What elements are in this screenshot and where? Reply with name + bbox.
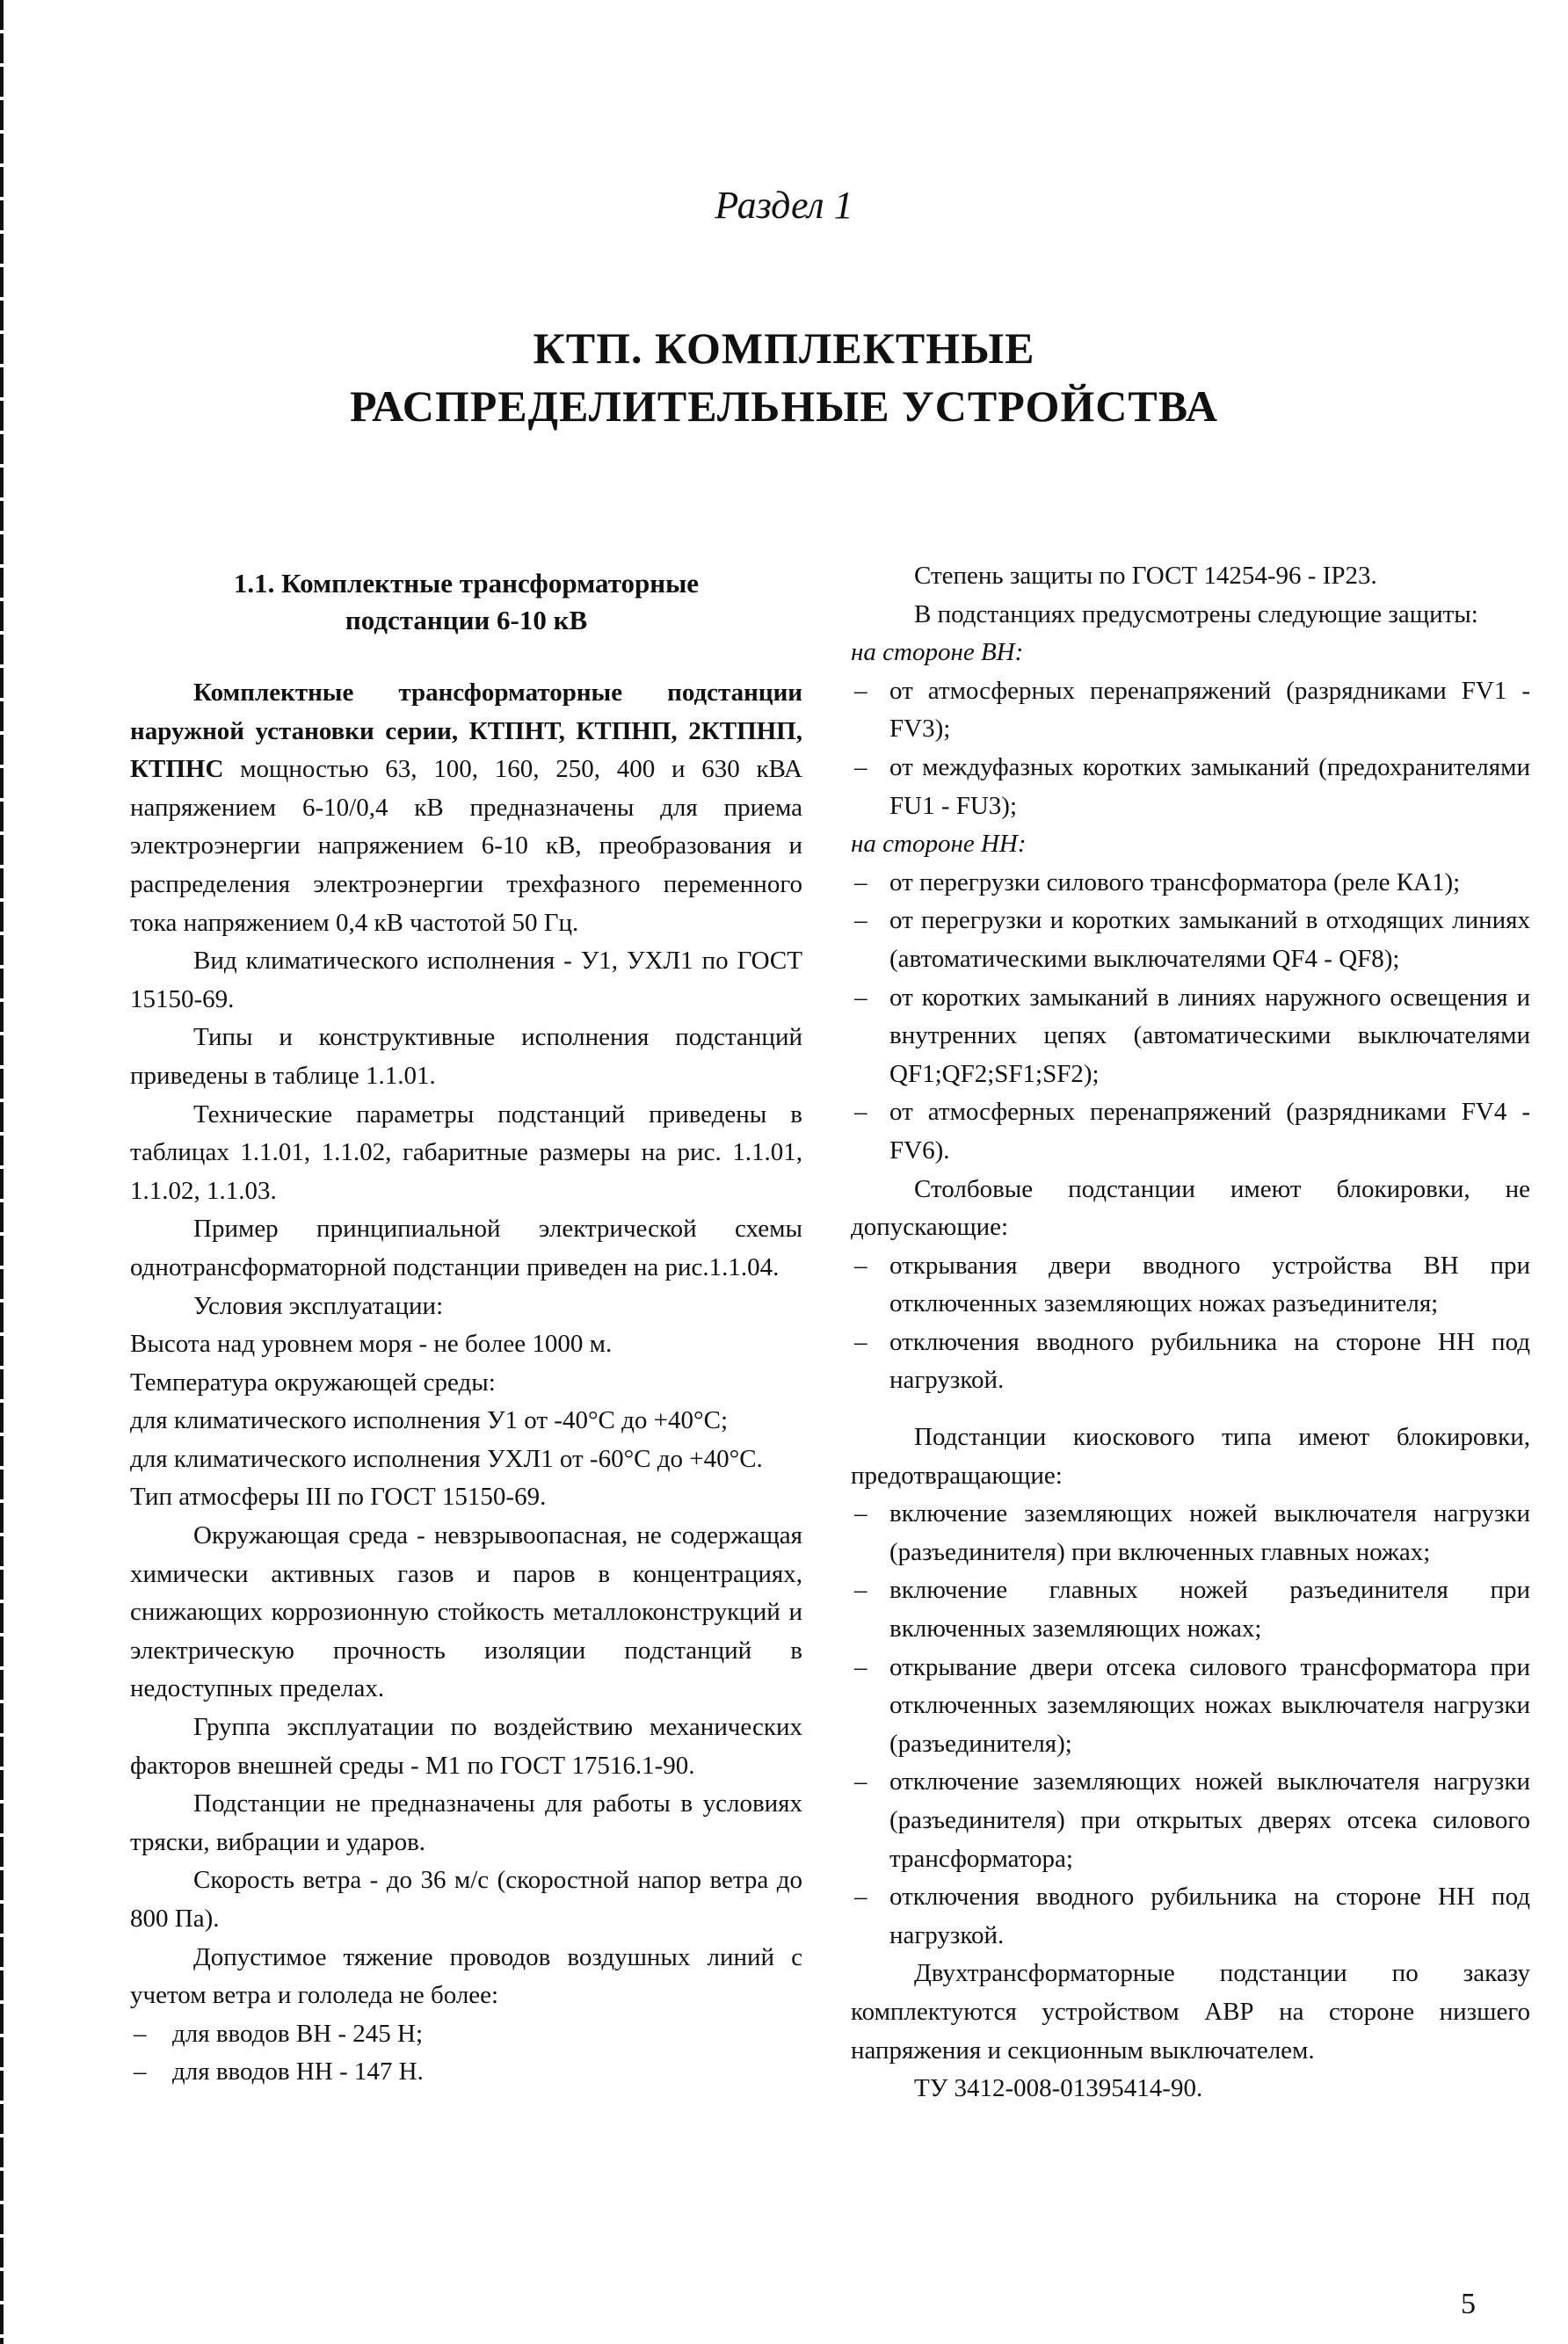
tension-paragraph: Допустимое тяжение проводов воздушных линий с учетом ветра и гололеда не более:: [130, 1942, 802, 2010]
wind-paragraph: Скорость ветра - до 36 м/с (скоростной напор ветра до 800 Па).: [130, 1866, 802, 1933]
vibration-paragraph: Подстанции не предназначены для работы в условиях тряски, вибрации и ударов.: [130, 1789, 802, 1856]
dash-marker: –: [854, 867, 867, 896]
section-label: Раздел 1: [715, 184, 853, 227]
temperature-u1: для климатического исполнения У1 от -40°С до +40°С;: [130, 1406, 728, 1435]
lv-side-heading: на стороне НН:: [851, 830, 1027, 859]
dash-marker: –: [854, 1098, 867, 1127]
dash-marker: –: [854, 1883, 867, 1912]
chapter-title-line-2: РАСПРЕДЕЛИТЕЛЬНЫЕ УСТРОЙСТВА: [349, 381, 1219, 431]
subsection-title: [130, 565, 802, 639]
dash-marker: –: [854, 1652, 867, 1681]
environment-paragraph: Окружающая среда - невзрывоопасная, не содержащая химически активных газов и паров в концентрациях, снижающих коррозионную стойкость металлоконструкций и электрическую прочность изоляции подстанций в недоступных пределах.: [130, 1521, 802, 1703]
dash-marker: –: [854, 752, 867, 781]
two-transformer-paragraph: Двухтрансформаторные подстанции по заказу комплектуются устройством АВР на стороне низшего напряжения и секционным выключателем.: [851, 1959, 1530, 2065]
dash-marker: –: [854, 1327, 867, 1356]
params-paragraph: Технические параметры подстанций приведены в таблицах 1.1.01, 1.1.02, габаритные размеры на рис. 1.1.01, 1.1.02, 1.1.03.: [130, 1099, 802, 1205]
scheme-paragraph: Пример принципиальной электрической схемы однотрансформаторной подстанции приведен на рис.1.1.04.: [130, 1215, 802, 1281]
kiosk-substations-paragraph: Подстанции киоскового типа имеют блокировки, предотвращающие:: [851, 1423, 1530, 1490]
temperature-title: Температура окружающей среды:: [130, 1368, 496, 1397]
list-item: – от атмосферных перенапряжений (разрядниками FV1 - FV3);: [851, 672, 1530, 749]
list-item: – открывание двери отсека силового трансформатора при отключенных заземляющих ножах выключателя нагрузки (разъединителя);: [851, 1649, 1530, 1764]
dash-marker: –: [134, 2019, 147, 2048]
chapter-title: [0, 319, 1568, 435]
list-item: – от междуфазных коротких замыканий (предохранителями FU1 - FU3);: [851, 749, 1530, 825]
list-item: – для вводов НН - 147 Н.: [130, 2053, 802, 2092]
list-item: – от коротких замыканий в линиях наружного освещения и внутренних цепях (автоматическими выключателями QF1;QF2;SF1;SF2);: [851, 979, 1530, 1094]
list-item: – отключения вводного рубильника на стороне НН под нагрузкой.: [851, 1878, 1530, 1955]
altitude-line: Высота над уровнем моря - не более 1000 м.: [130, 1330, 613, 1359]
dash-marker: –: [854, 983, 867, 1012]
dash-marker: –: [854, 1576, 867, 1605]
dash-marker: –: [134, 2057, 147, 2086]
dash-marker: –: [854, 1251, 867, 1280]
intro-rest-text: мощностью 63, 100, 160, 250, 400 и 630 кВА напряжением 6-10/0,4 кВ предназначены для приема электроэнергии напряжением 6-10 кВ, преобразования и распределения электроэнергии трехфазного переменного тока напряжением 0,4 кВ частотой 50 Гц.: [130, 755, 802, 937]
list-item: – от перегрузки и коротких замыканий в отходящих линиях (автоматическими выключателями QF4 - QF8);: [851, 902, 1530, 978]
types-paragraph: Типы и конструктивные исполнения подстанций приведены в таблице 1.1.01.: [130, 1023, 802, 1090]
list-item: – открывания двери вводного устройства ВН при отключенных заземляющих ножах разъединителя;: [851, 1247, 1530, 1324]
list-item: – отключения вводного рубильника на стороне НН под нагрузкой.: [851, 1324, 1530, 1400]
right-column: [851, 557, 1530, 2108]
protection-degree: Степень защиты по ГОСТ 14254-96 - IP23.: [914, 562, 1377, 590]
left-column: [130, 565, 802, 2092]
intro-bold-text: Комплектные трансформаторные подстанции наружной установки серии, КТПНТ, КТПНП, 2КТПНП, КТПНС: [130, 679, 802, 784]
chapter-title-line-1: КТП. КОМПЛЕКТНЫЕ: [533, 323, 1035, 373]
list-item: – отключение заземляющих ножей выключателя нагрузки (разъединителя) при открытых дверях отсека силового трансформатора;: [851, 1763, 1530, 1878]
mechanical-group-paragraph: Группа эксплуатации по воздействию механических факторов внешней среды - М1 по ГОСТ 17516.1-90.: [130, 1713, 802, 1780]
list-item: – включение заземляющих ножей выключателя нагрузки (разъединителя) при включенных главных ножах;: [851, 1495, 1530, 1571]
dash-marker: –: [854, 1499, 867, 1528]
temperature-uhl1: для климатического исполнения УХЛ1 от -60°С до +40°С.: [130, 1444, 763, 1473]
subsection-title-line-1: 1.1. Комплектные трансформаторные: [233, 568, 700, 599]
atmosphere-line: Тип атмосферы III по ГОСТ 15150-69.: [130, 1483, 547, 1512]
protections-intro: В подстанциях предусмотрены следующие защиты:: [914, 599, 1478, 628]
list-item: – от атмосферных перенапряжений (разрядниками FV4 - FV6).: [851, 1093, 1530, 1170]
list-item: – от перегрузки силового трансформатора (реле КА1);: [851, 864, 1530, 903]
pole-substations-paragraph: Столбовые подстанции имеют блокировки, не допускающие:: [851, 1174, 1530, 1242]
page-number: 5: [1461, 2288, 1476, 2320]
tu-reference: ТУ 3412-008-01395414-90.: [914, 2074, 1203, 2103]
intro-paragraph: [130, 674, 802, 942]
dash-marker: –: [854, 676, 867, 705]
conditions-title: Условия эксплуатации:: [193, 1291, 444, 1320]
subsection-title-line-2: подстанции 6-10 кВ: [345, 605, 588, 635]
list-item: – для вводов ВН - 245 Н;: [130, 2015, 802, 2054]
list-item: – включение главных ножей разъединителя при включенных заземляющих ножах;: [851, 1571, 1530, 1648]
climate-paragraph: Вид климатического исполнения - У1, УХЛ1 по ГОСТ 15150-69.: [130, 947, 802, 1013]
dash-marker: –: [854, 1767, 867, 1796]
dash-marker: –: [854, 906, 867, 935]
hv-side-heading: на стороне ВН:: [851, 638, 1024, 667]
